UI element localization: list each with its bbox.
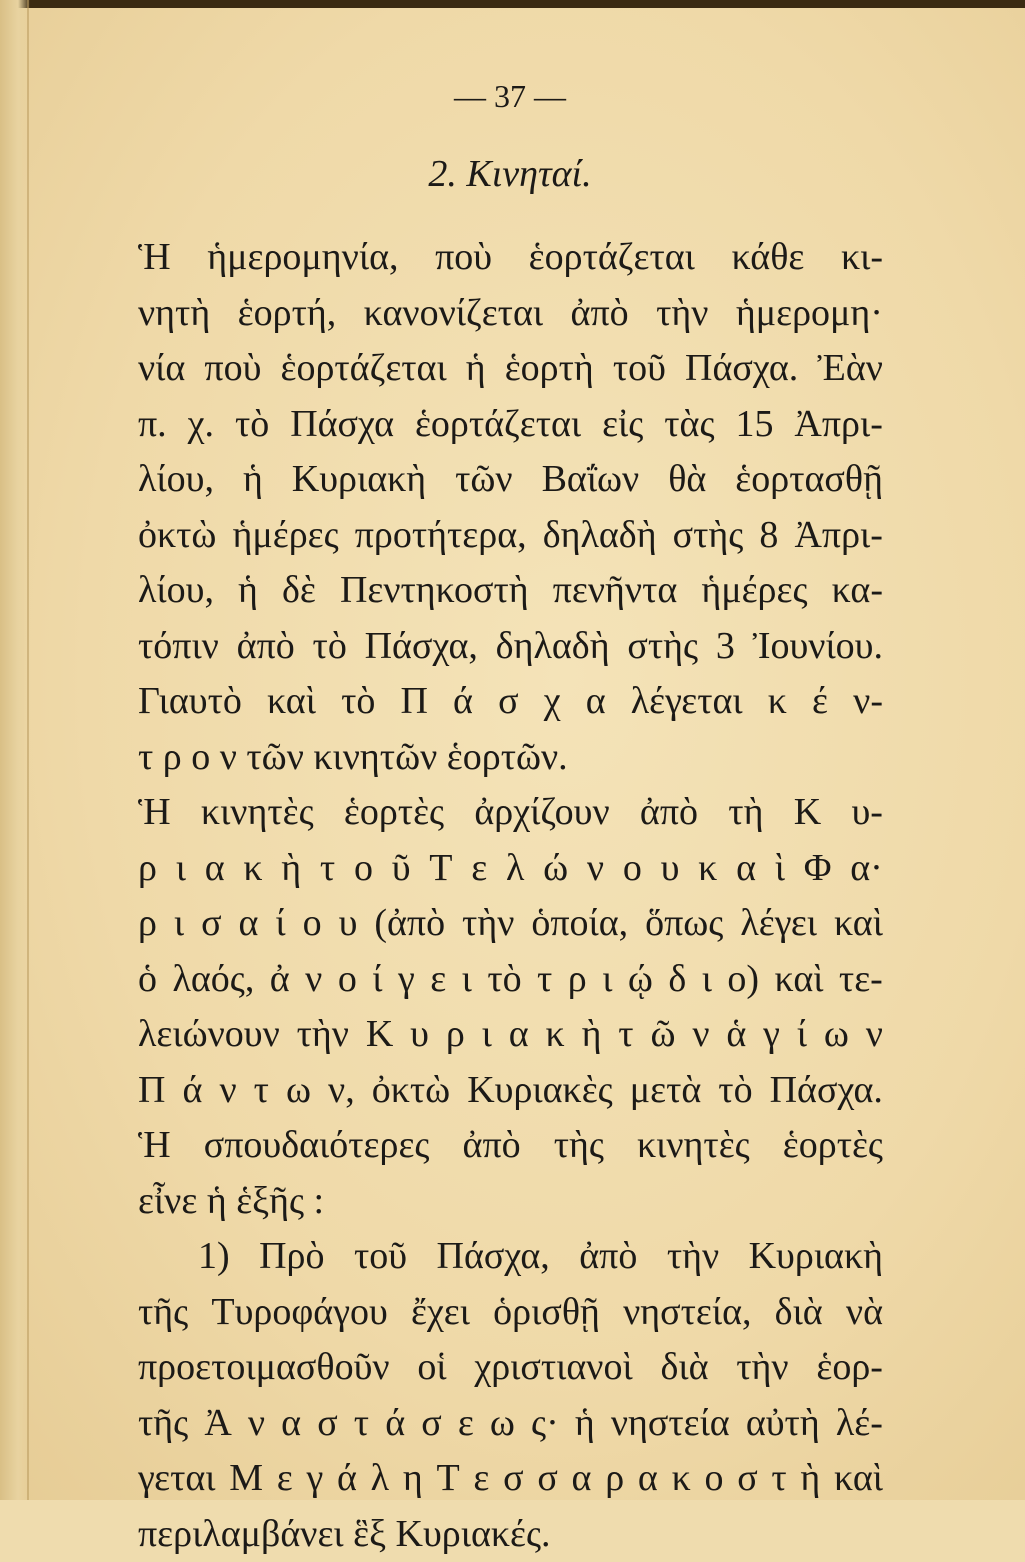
section-heading: 2. Κινηταί. <box>250 152 770 196</box>
text-line: ὀκτὼ ἡμέρες προτήτερα, δηλαδὴ στὴς 8 Ἀπρι- <box>138 508 883 564</box>
text-line: Γιαυτὸ καὶ τὸ Π ά σ χ α λέγεται κ έ ν- <box>138 674 883 730</box>
text-line: τῆς Ἀ ν α σ τ ά σ ε ω ς· ἡ νηστεία αὐτὴ λέ- <box>138 1396 883 1452</box>
text-line: νητὴ ἑορτή, κανονίζεται ἀπὸ τὴν ἡμερομη· <box>138 286 883 342</box>
text-line: τόπιν ἀπὸ τὸ Πάσχα, δηλαδὴ στὴς 3 Ἰουνίου. <box>138 619 883 675</box>
text-line: Ἡ ἡμερομηνία, ποὺ ἑορτάζεται κάθε κι- <box>138 230 883 286</box>
text-line: λίου, ἡ δὲ Πεντηκοστὴ πενῆντα ἡμέρες κα- <box>138 563 883 619</box>
text-line: Ἡ κινητὲς ἑορτὲς ἀρχίζουν ἀπὸ τὴ Κ υ- <box>138 785 883 841</box>
text-line: λίου, ἡ Κυριακὴ τῶν Βαΐων θὰ ἑορτασθῇ <box>138 452 883 508</box>
text-line: τῆς Τυροφάγου ἔχει ὁρισθῇ νηστεία, διὰ νὰ <box>138 1285 883 1341</box>
binding-edge <box>0 0 30 1500</box>
page-top-edge <box>0 0 1025 8</box>
text-line: εἶνε ἡ ἑξῆς : <box>138 1174 883 1230</box>
text-line: ρ ι σ α ί ο υ (ἀπὸ τὴν ὁποία, ὅπως λέγει καὶ <box>138 896 883 952</box>
text-line: περιλαμβάνει ἓξ Κυριακές. <box>138 1507 883 1562</box>
text-line: ρ ι α κ ὴ τ ο ῦ Τ ε λ ώ ν ο υ κ α ὶ Φ α· <box>138 841 883 897</box>
text-line: προετοιμασθοῦν οἱ χριστιανοὶ διὰ τὴν ἑορ- <box>138 1340 883 1396</box>
text-line: γεται Μ ε γ ά λ η Τ ε σ σ α ρ α κ ο σ τ ὴ καὶ <box>138 1451 883 1507</box>
text-line: τ ρ ο ν τῶν κινητῶν ἑορτῶν. <box>138 730 883 786</box>
text-line: 1) Πρὸ τοῦ Πάσχα, ἀπὸ τὴν Κυριακὴ <box>138 1229 883 1285</box>
text-line: Ἡ σπουδαιότερες ἀπὸ τὴς κινητὲς ἑορτὲς <box>138 1118 883 1174</box>
binding-fold-line <box>27 0 29 1500</box>
text-line: λειώνουν τὴν Κ υ ρ ι α κ ὴ τ ῶ ν ἁ γ ί ω ν <box>138 1007 883 1063</box>
page-number: — 37 — <box>440 78 580 115</box>
text-line: νία ποὺ ἑορτάζεται ἡ ἑορτὴ τοῦ Πάσχα. Ἐὰν <box>138 341 883 397</box>
text-line: ὁ λαός, ἀ ν ο ί γ ε ι τὸ τ ρ ι ῴ δ ι ο) καὶ τε- <box>138 952 883 1008</box>
text-line: π. χ. τὸ Πάσχα ἑορτάζεται εἰς τὰς 15 Ἀπρι- <box>138 397 883 453</box>
text-line: Π ά ν τ ω ν, ὀκτὼ Κυριακὲς μετὰ τὸ Πάσχα. <box>138 1063 883 1119</box>
body-text <box>138 230 883 1562</box>
